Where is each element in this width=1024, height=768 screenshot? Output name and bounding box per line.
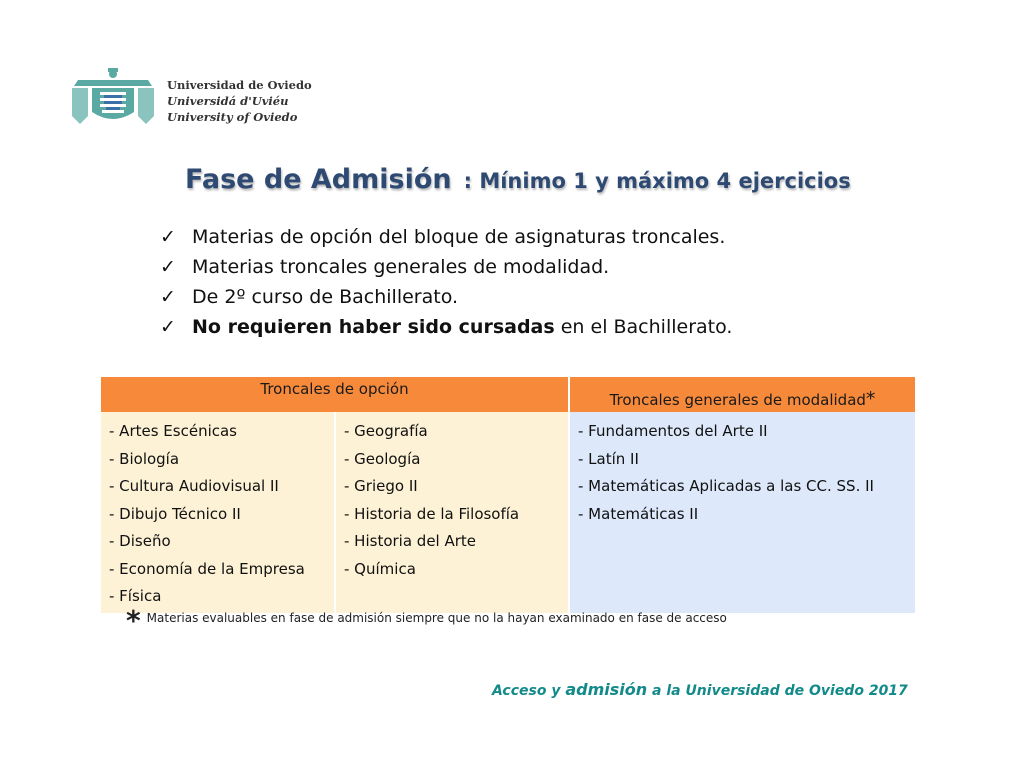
subject-item: - Física (109, 587, 162, 605)
requirements-checklist (160, 222, 732, 342)
university-name-es: Universidad de Oviedo (167, 78, 312, 92)
subject-item: - Fundamentos del Arte II (578, 422, 768, 440)
title-main: Fase de Admisión (185, 164, 452, 195)
subject-item: - Artes Escénicas (109, 422, 237, 440)
checkmark-icon: ✓ (160, 226, 176, 248)
header-troncales-generales: Troncales generales de modalidad* (569, 377, 915, 412)
header-troncales-opcion: Troncales de opción (101, 377, 569, 412)
subject-item: - Griego II (344, 477, 418, 495)
subjects-table (101, 377, 915, 613)
subject-item: - Cultura Audiovisual II (109, 477, 279, 495)
checkmark-icon: ✓ (160, 316, 176, 338)
checkmark-icon: ✓ (160, 286, 176, 308)
subject-item: - Matemáticas II (578, 504, 699, 523)
university-name-ast: Universidá d'Uviéu (167, 94, 289, 108)
footer-caption: Acceso y admisión a la Universidad de Oviedo 2017 (492, 680, 908, 699)
subject-item: - Química (344, 559, 416, 578)
subject-item: - Diseño (109, 532, 171, 550)
subject-item: - Matemáticas Aplicadas a las CC. SS. II (578, 477, 874, 495)
page-title (185, 164, 851, 195)
checklist-item: ✓ No requieren haber sido cursadas en el Bachillerato. (160, 312, 732, 342)
university-names (167, 77, 312, 125)
checklist-item: ✓ Materias troncales generales de modalidad. (160, 252, 732, 282)
column-opcion-1 (101, 412, 335, 613)
university-crest-logo (68, 66, 158, 128)
checklist-item: ✓ De 2º curso de Bachillerato. (160, 282, 732, 312)
subject-item: - Historia del Arte (344, 532, 477, 550)
column-opcion-2 (335, 412, 569, 613)
subject-item: - Economía de la Empresa (109, 559, 305, 578)
subject-item: - Dibujo Técnico II (109, 504, 241, 523)
university-name-en: University of Oviedo (167, 110, 298, 124)
footnote (126, 604, 727, 637)
subject-item: - Geografía (344, 422, 428, 440)
title-sub: : Mínimo 1 y máximo 4 ejercicios (463, 169, 851, 193)
checkmark-icon: ✓ (160, 256, 176, 278)
checklist-item: ✓ Materias de opción del bloque de asignaturas troncales. (160, 222, 732, 252)
footnote-asterisk: * (126, 604, 141, 637)
subject-item: - Historia de la Filosofía (344, 504, 520, 523)
subject-item: - Latín II (578, 449, 639, 468)
column-generales (569, 412, 915, 613)
asterisk-mark: * (865, 388, 876, 410)
subject-item: - Biología (109, 449, 180, 468)
footnote-text: Materias evaluables en fase de admisión siempre que no la hayan examinado en fase de acceso (146, 611, 727, 625)
subject-item: - Geología (344, 449, 421, 468)
